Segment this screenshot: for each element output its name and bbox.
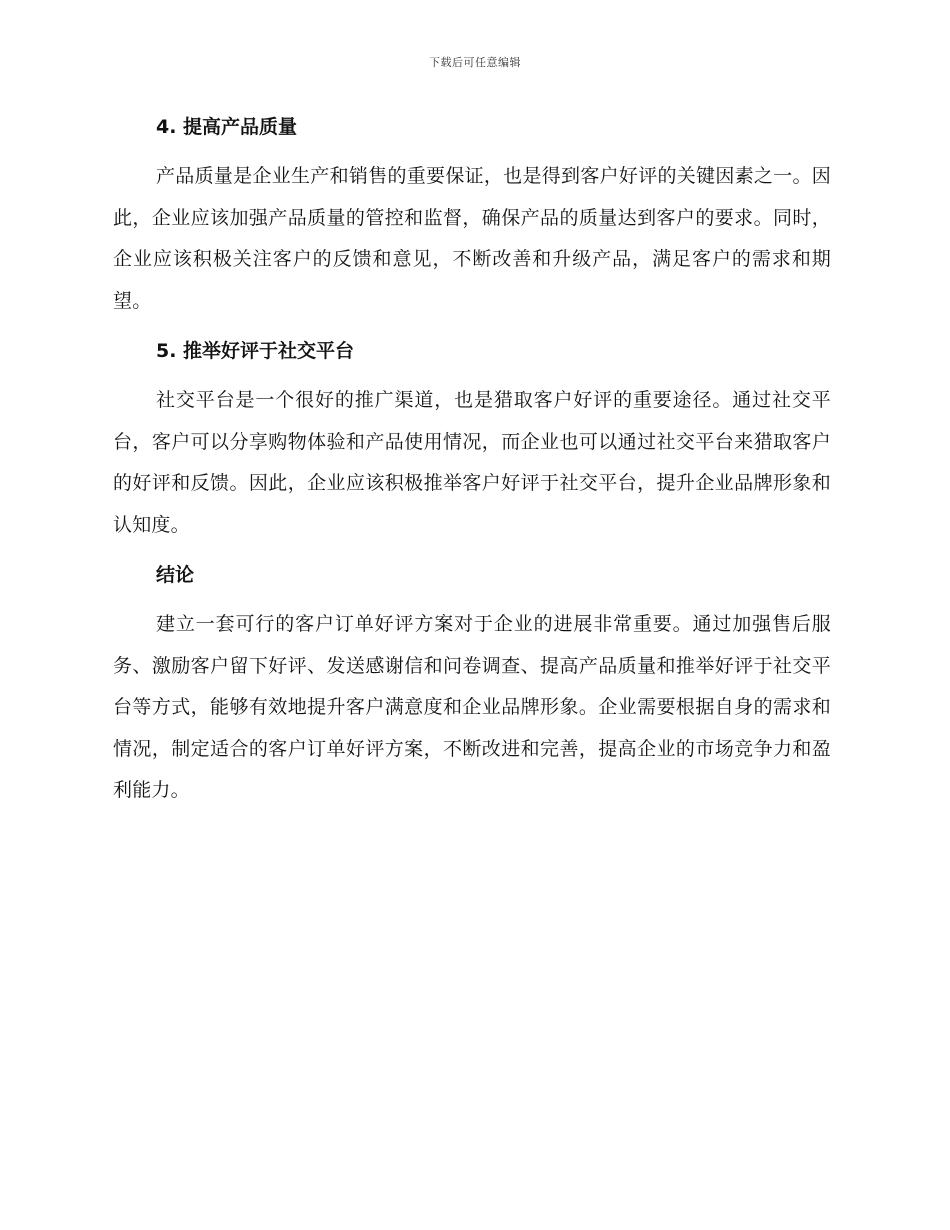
document-body (113, 110, 831, 824)
section-paragraph-social: 社交平台是一个很好的推广渠道，也是猎取客户好评的重要途径。通过社交平台，客户可以分享购物体验和产品使用情况，而企业也可以通过社交平台来猎取客户的好评和反馈。因此，企业应该积极推举客户好评于社交平台，提升企业品牌形象和认知度。 (113, 389, 831, 536)
section-paragraph-quality: 产品质量是企业生产和销售的重要保证，也是得到客户好评的关键因素之一。因此，企业应该加强产品质量的管控和监督，确保产品的质量达到客户的要求。同时，企业应该积极关注客户的反馈和意见，不断改善和升级产品，满足客户的需求和期望。 (113, 165, 831, 312)
section-heading-social: 5. 推举好评于社交平台 (156, 340, 355, 362)
section-paragraph-conclusion: 建立一套可行的客户订单好评方案对于企业的进展非常重要。通过加强售后服务、激励客户留下好评、发送感谢信和问卷调查、提高产品质量和推举好评于社交平台等方式，能够有效地提升客户满意度和企业品牌形象。企业需要根据自身的需求和情况，制定适合的客户订单好评方案，不断改进和完善，提高企业的市场竞争力和盈利能力。 (113, 613, 831, 801)
section-heading-conclusion: 结论 (156, 564, 195, 586)
section-heading-quality: 4. 提高产品质量 (156, 116, 298, 138)
page-header: 下载后可任意编辑 (429, 56, 521, 69)
